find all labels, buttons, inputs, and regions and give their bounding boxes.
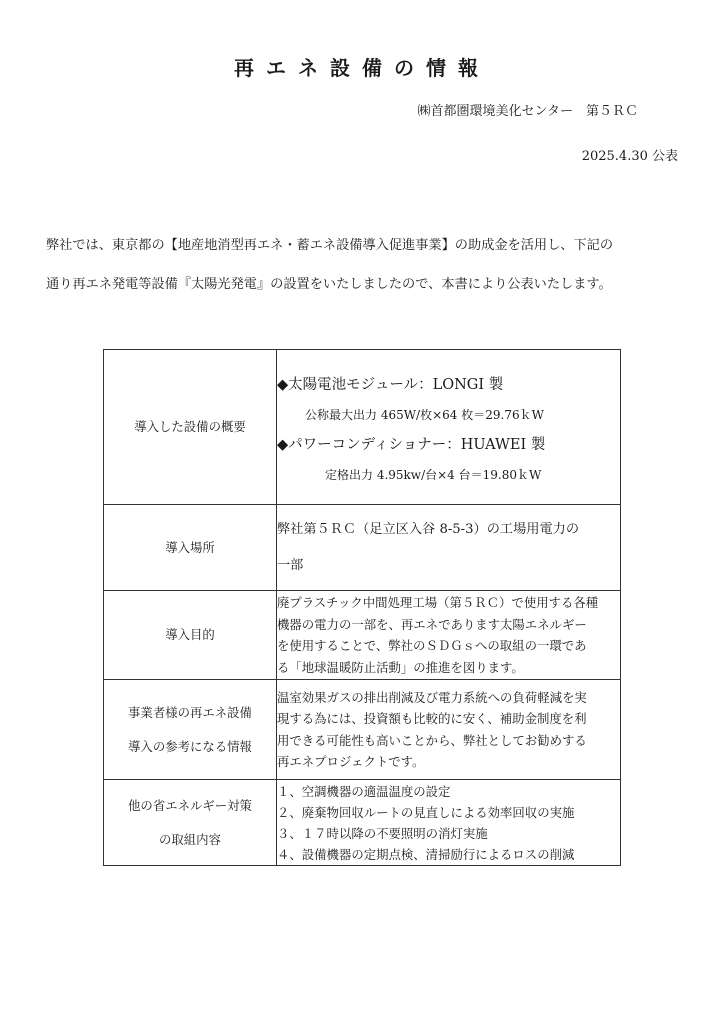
- equipment-content: [277, 350, 621, 505]
- table-row-other-measures: [104, 780, 621, 866]
- purpose-content: [277, 591, 621, 680]
- power-conditioner-name: ◆パワーコンディショナー：HUAWEI 製: [277, 437, 546, 453]
- other-measures-label-line: の取組内容: [159, 831, 221, 847]
- intro-paragraph: [46, 226, 686, 304]
- list-item: ３、１７時以降の不要照明の消灯実施: [277, 825, 488, 841]
- publish-date: 2025.4.30 公表: [581, 149, 678, 164]
- location-line: 一部: [277, 557, 304, 573]
- table-row-location: [104, 505, 621, 591]
- other-measures-content: [277, 780, 621, 866]
- intro-line: 弊社では、東京都の【地産地消型再エネ・蓄エネ設備導入促進事業】の助成金を活用し、下記の: [46, 238, 614, 253]
- row-label-other-measures: [104, 780, 277, 866]
- purpose-line: る「地球温暖防止活動」の推進を図ります。: [277, 659, 524, 675]
- reference-label-line: 導入の参考になる情報: [128, 738, 252, 754]
- purpose-line: を使用することで、弊社のＳＤＧｓへの取組の一環であ: [277, 638, 587, 653]
- row-label-purpose: 導入目的: [104, 591, 277, 680]
- reference-line: 温室効果ガスの排出削減及び電力系統への負荷軽減を実: [277, 689, 587, 705]
- reference-content: [277, 680, 621, 780]
- location-content: [277, 505, 621, 591]
- list-item: ４、設備機器の定期点検、清掃励行によるロスの削減: [277, 846, 575, 862]
- power-conditioner-spec: 定格出力 4.95kw/台×4 台＝19.80ｋW: [325, 468, 542, 482]
- purpose-line: 機器の電力の一部を、再エネであります太陽エネルギー: [277, 616, 587, 632]
- location-line: 弊社第５ＲＣ（足立区入谷 8-5-3）の工場用電力の: [277, 521, 580, 537]
- row-label-location: 導入場所: [104, 505, 277, 591]
- purpose-line: 廃プラスチック中間処理工場（第５ＲＣ）で使用する各種: [277, 595, 599, 610]
- solar-module-name: ◆太陽電池モジュール：LONGI 製: [277, 377, 504, 393]
- table-row-equipment: [104, 350, 621, 505]
- reference-label-line: 事業者様の再エネ設備: [128, 704, 252, 720]
- solar-module-spec: 公称最大出力 465W/枚×64 枚＝29.76ｋW: [305, 408, 544, 422]
- page-title: 再エネ設備の情報: [234, 56, 490, 80]
- reference-line: 再エネプロジェクトです。: [277, 754, 425, 769]
- list-item: １、空調機器の適温温度の設定: [277, 783, 451, 799]
- reference-line: 現する為には、投資額も比較的に安く、補助金制度を利: [277, 711, 587, 726]
- intro-line: 通り再エネ発電等設備『太陽光発電』の設置をいたしましたので、本書により公表いたします。: [46, 277, 612, 292]
- table-row-reference: [104, 680, 621, 780]
- reference-line: 用できる可能性も高いことから、弊社としてお勧めする: [277, 732, 587, 748]
- row-label-reference: [104, 680, 277, 780]
- table-row-purpose: [104, 591, 621, 680]
- other-measures-label-line: 他の省エネルギー対策: [128, 797, 252, 813]
- equipment-info-table: [103, 349, 621, 866]
- list-item: ２、廃棄物回収ルートの見直しによる効率回収の実施: [277, 804, 575, 820]
- row-label-equipment: 導入した設備の概要: [104, 350, 277, 505]
- organization-name: ㈱首都圏環境美化センター 第５ＲＣ: [417, 104, 638, 119]
